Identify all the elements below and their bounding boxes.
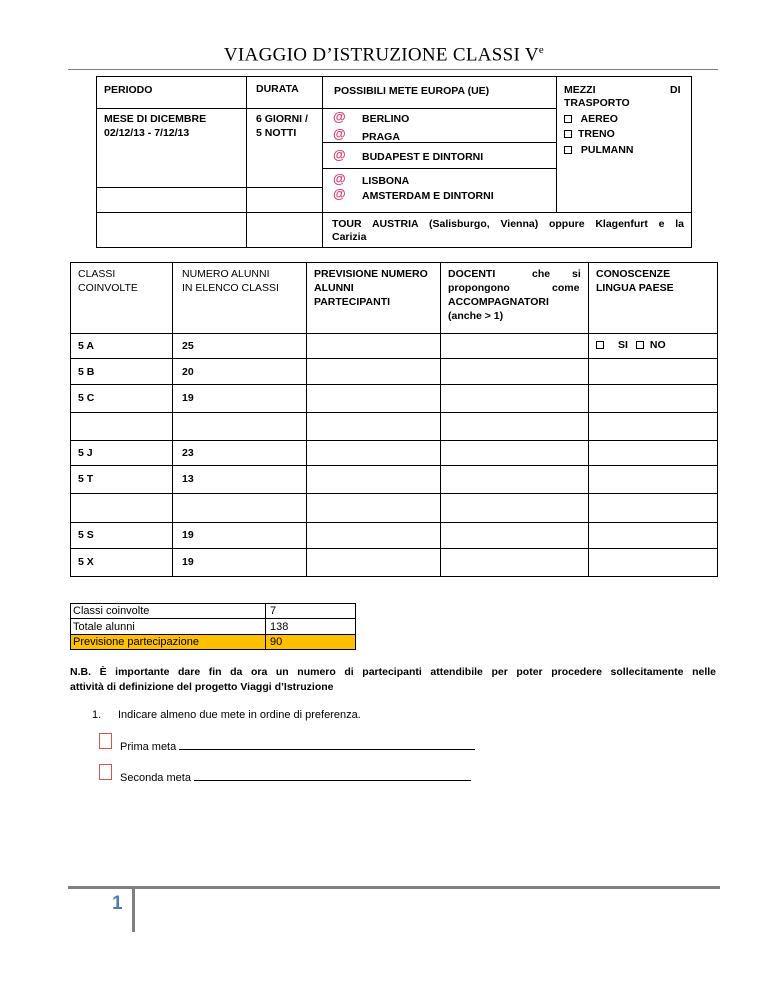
tour-austria-line-2: Carizia: [332, 231, 367, 243]
meta-budapest: BUDAPEST E DINTORNI: [362, 151, 484, 163]
header-previsione-3: PARTECIPANTI: [314, 296, 391, 308]
at-sign-icon: @: [333, 147, 346, 162]
footer-vertical-rule: [132, 886, 135, 932]
at-sign-icon: @: [333, 186, 346, 201]
header-docenti: DOCENTI: [448, 268, 496, 280]
header-classi-2: COINVOLTE: [78, 282, 138, 294]
checkbox-icon[interactable]: [564, 115, 572, 123]
header-numero-2: IN ELENCO CLASSI: [182, 282, 279, 294]
summary-label: Classi coinvolte: [73, 605, 150, 617]
row-alunni: 19: [182, 529, 194, 541]
at-sign-icon: @: [333, 126, 346, 141]
classes-table-border: [70, 262, 718, 577]
row-classe: 5 B: [78, 366, 95, 378]
note-line-2: attività di definizione del progetto Viaggi d’Istruzione: [70, 681, 334, 693]
header-conoscenze: CONOSCENZE: [596, 268, 671, 280]
header-classi: CLASSI: [78, 268, 116, 280]
mezzi-label-di: DI: [670, 84, 681, 96]
periodo-label: PERIODO: [104, 84, 153, 96]
row-classe: 5 A: [78, 340, 94, 352]
mete-label: POSSIBILI METE EUROPA (UE): [334, 85, 490, 97]
meta-praga: PRAGA: [362, 131, 400, 143]
checkbox-icon[interactable]: [636, 341, 644, 349]
instruction-text: Indicare almeno due mete in ordine di preferenza.: [118, 709, 361, 721]
header-docenti-propongono: propongono: [448, 282, 510, 294]
header-previsione: PREVISIONE NUMERO: [314, 268, 428, 280]
row-classe: 5 X: [78, 556, 94, 568]
header-numero: NUMERO ALUNNI: [182, 268, 270, 280]
row-alunni: 19: [182, 556, 194, 568]
header-docenti-accompagnatori: ACCOMPAGNATORI: [448, 296, 549, 308]
summary-value: 90: [270, 636, 283, 648]
row-alunni: 25: [182, 340, 194, 352]
instruction-number: 1.: [92, 709, 102, 721]
header-docenti-anche: (anche > 1): [448, 310, 504, 322]
mezzi-label-2: TRASPORTO: [564, 97, 630, 109]
meta-lisbona: LISBONA: [362, 175, 410, 187]
title-divider: [68, 69, 718, 70]
row-classe: 5 S: [78, 529, 94, 541]
mezzi-pulmann[interactable]: PULMANN: [564, 144, 633, 157]
checkbox-icon[interactable]: [596, 341, 604, 349]
checkbox-icon[interactable]: [564, 130, 572, 138]
mezzi-label: MEZZI: [564, 84, 596, 96]
summary-label: Previsione partecipazione: [73, 636, 199, 648]
note-line-1: N.B. È importante dare fin da ora un numero di partecipanti attendibile per poter procedere sollecitamente nelle: [70, 666, 716, 678]
periodo-value-2: 02/12/13 - 7/12/13: [104, 127, 190, 139]
row-alunni: 13: [182, 473, 194, 485]
page-number: 1: [112, 893, 123, 914]
tour-austria-line-1: TOUR AUSTRIA (Salisburgo, Vienna) oppure Klagenfurt e la: [332, 218, 684, 230]
row-classe: 5 T: [78, 473, 94, 485]
checkbox-icon[interactable]: [564, 146, 572, 154]
summary-value: 7: [270, 605, 277, 617]
seconda-meta-input[interactable]: [194, 769, 471, 781]
lingua-si-no[interactable]: SI NO: [596, 339, 666, 352]
seconda-meta[interactable]: Seconda meta: [120, 769, 471, 785]
summary-label: Totale alunni: [73, 621, 135, 633]
row-classe: 5 C: [78, 392, 95, 404]
meta-berlino: BERLINO: [362, 113, 410, 125]
at-sign-icon: @: [333, 109, 346, 124]
prima-meta-input[interactable]: [179, 738, 475, 750]
page-title: VIAGGIO D’ISTRUZIONE CLASSI Ve: [223, 44, 545, 66]
durata-value-2: 5 NOTTI: [256, 127, 297, 139]
row-alunni: 23: [182, 447, 194, 459]
seconda-meta-checkbox[interactable]: [99, 764, 112, 780]
header-docenti-che: che: [532, 268, 551, 280]
prima-meta[interactable]: Prima meta: [120, 738, 475, 754]
header-docenti-come: come: [552, 282, 580, 294]
mezzi-aereo[interactable]: AEREO: [564, 113, 618, 126]
row-classe: 5 J: [78, 447, 93, 459]
header-previsione-2: ALUNNI: [314, 282, 354, 294]
meta-amsterdam: AMSTERDAM E DINTORNI: [362, 190, 494, 202]
footer-rule: [68, 886, 720, 889]
periodo-value-1: MESE DI DICEMBRE: [104, 113, 207, 125]
row-alunni: 20: [182, 366, 194, 378]
durata-label: DURATA: [256, 83, 299, 95]
header-conoscenze-2: LINGUA PAESE: [596, 282, 674, 294]
prima-meta-checkbox[interactable]: [99, 733, 112, 749]
mezzi-treno[interactable]: TRENO: [564, 128, 615, 141]
summary-value: 138: [270, 621, 289, 633]
at-sign-icon: @: [333, 171, 346, 186]
header-docenti-si: si: [572, 268, 581, 280]
durata-value-1: 6 GIORNI /: [256, 113, 308, 125]
row-alunni: 19: [182, 392, 194, 404]
